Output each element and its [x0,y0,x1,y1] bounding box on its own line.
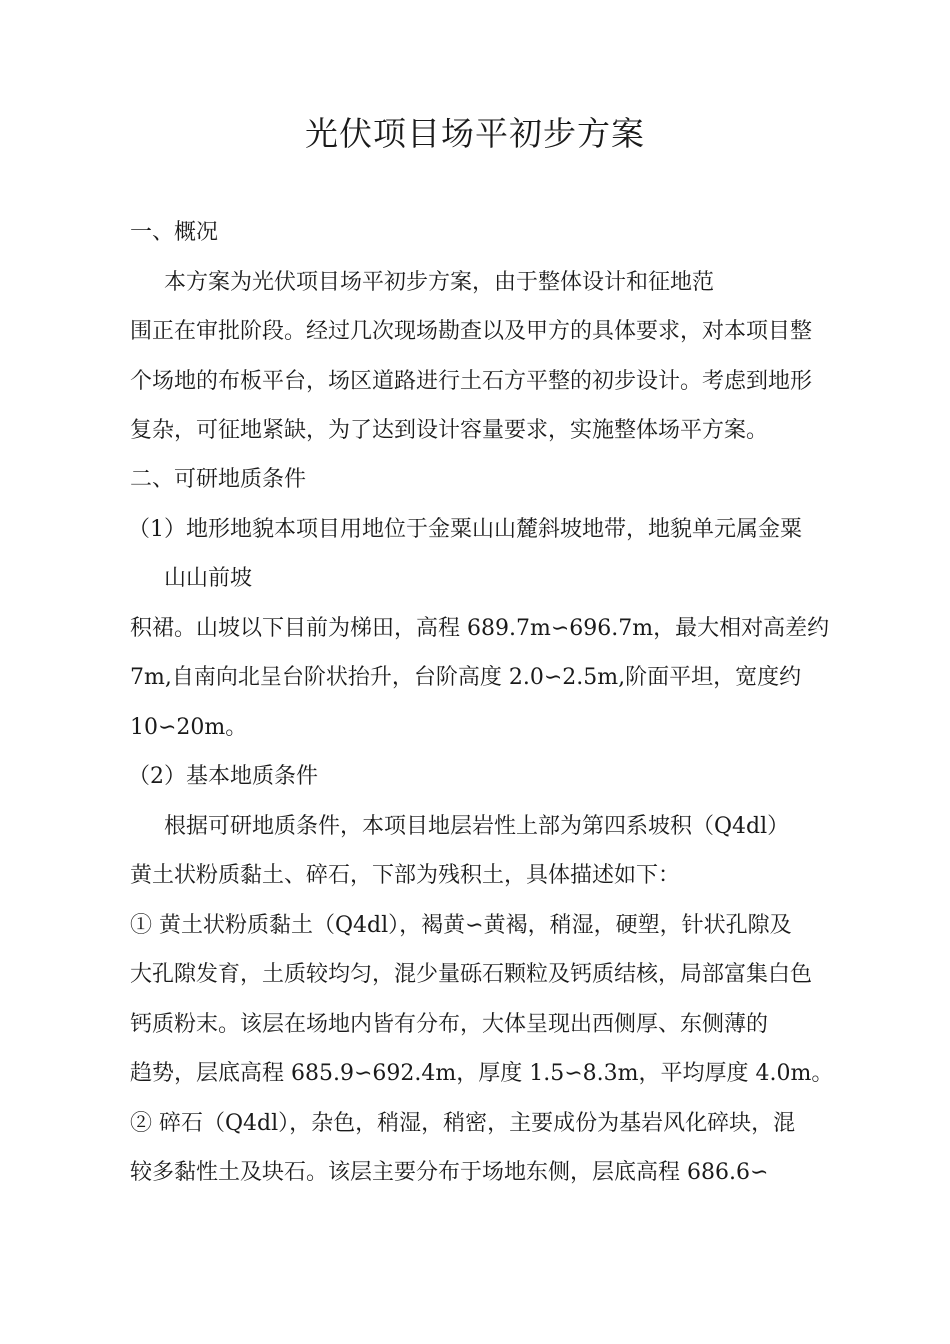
paragraph-line: 复杂，可征地紧缺，为了达到设计容量要求，实施整体场平方案。 [130,418,769,443]
list-item-layer-2: ② 碎石（Q4dl），杂色，稍湿，稍密，主要成份为基岩风化碎块，混 [130,1111,796,1136]
paragraph-line: 较多黏性土及块石。该层主要分布于场地东侧，层底高程 686.6∽ [130,1160,769,1185]
paragraph-line: 趋势，层底高程 685.9∽692.4m，厚度 1.5∽8.3m，平均厚度 4.0m。 [130,1061,834,1086]
paragraph-line: 钙质粉末。该层在场地内皆有分布，大体呈现出西侧厚、东侧薄的 [130,1012,769,1037]
paragraph-line: 本方案为光伏项目场平初步方案，由于整体设计和征地范 [164,270,715,295]
paragraph-line: 7m,自南向北呈台阶状抬升，台阶高度 2.0∽2.5m,阶面平坦，宽度约 [130,665,802,690]
list-item-layer-1: ① 黄土状粉质黏土（Q4dl），褐黄∽黄褐，稍湿，硬塑，针状孔隙及 [130,913,792,938]
paragraph-line: 山山前坡 [164,566,253,591]
subsection-heading-basic-geology: （2）基本地质条件 [128,764,318,789]
paragraph-line: 根据可研地质条件，本项目地层岩性上部为第四系坡积（Q4dl） [164,814,790,839]
subsection-heading-terrain: （1）地形地貌本项目用地位于金粟山山麓斜坡地带，地貌单元属金粟 [128,517,802,542]
document-title: 光伏项目场平初步方案 [305,114,645,153]
paragraph-line: 积裙。山坡以下目前为梯田，高程 689.7m∽696.7m，最大相对高差约 [130,616,830,641]
section-heading-geology: 二、可研地质条件 [130,467,307,492]
paragraph-line: 10∽20m。 [130,715,248,740]
paragraph-line: 围正在审批阶段。经过几次现场勘查以及甲方的具体要求，对本项目整 [130,319,813,344]
paragraph-line: 个场地的布板平台，场区道路进行土石方平整的初步设计。考虑到地形 [130,369,813,394]
paragraph-line: 黄土状粉质黏土、碎石，下部为残积土，具体描述如下： [130,863,681,888]
paragraph-line: 大孔隙发育，土质较均匀，混少量砾石颗粒及钙质结核，局部富集白色 [130,962,813,987]
section-heading-overview: 一、概况 [130,220,219,245]
